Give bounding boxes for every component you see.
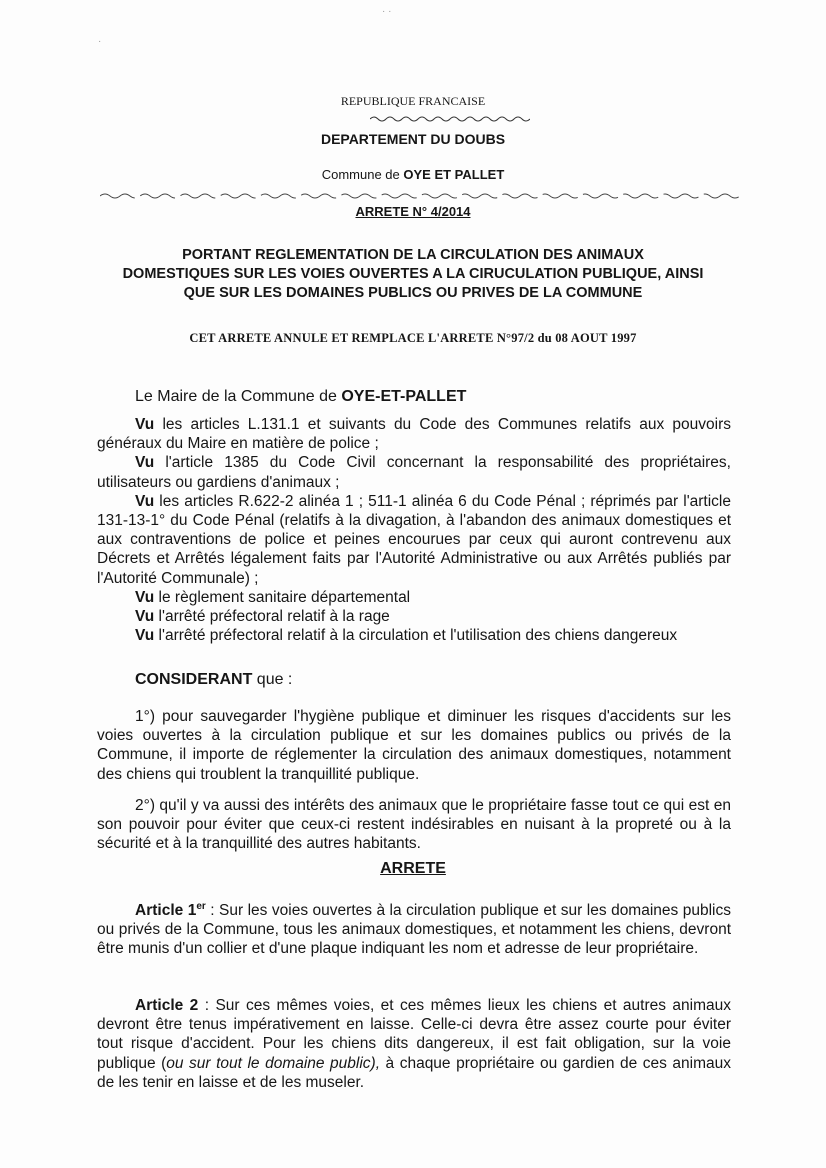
article-2-label: Article 2 [135, 997, 199, 1014]
scan-mark: · [98, 36, 102, 47]
vu-keyword: Vu [135, 588, 155, 606]
vu-keyword: Vu [135, 627, 155, 645]
article-2-italic: ou sur tout le domaine public), [166, 1054, 381, 1072]
vu-item: Vu l'article 1385 du Code Civil concernant la responsabilité des propriétaires, utilisateurs ou gardiens d'animaux ; [97, 454, 731, 491]
article-2: Article 2 : Sur ces mêmes voies, et ces mêmes lieux les chiens et autres animaux devront être tenus impérativement en laisse. Celle-ci devra être assez courte pour éviter tout risque d'accident. Pour les chiens dits dangereux, il est fait obligation, sur la voie publique (ou sur tout le domaine public), à chaque propriétaire ou gardien de ces animaux de les tenir en laisse et de les museler. [97, 997, 732, 1091]
vu-item: Vu le règlement sanitaire départemental [135, 588, 411, 606]
article-1: Article 1er : Sur les voies ouvertes à la circulation publique et sur les domaines publics ou privés de la Commune, tous les animaux domestiques, et notamment les chiens, devront être munis d'un collier et d'une plaque indiquant les nom et adresse de leur propriétaire. [97, 900, 731, 958]
considerant-heading: CONSIDERANT que : [135, 671, 293, 688]
subject-line: PORTANT REGLEMENTATION DE LA CIRCULATION DES ANIMAUX [182, 247, 644, 263]
considerant-label: CONSIDERANT [135, 671, 253, 688]
article-1-text: : Sur les voies ouvertes à la circulation publique et sur les domaines publics ou privés de la Commune, tous les animaux domestiques, et notamment les chiens, devront être munis d'un collier et d'une plaque indiquant les nom et adresse de leur propriétaire. [97, 902, 731, 958]
wavy-divider-small [370, 114, 530, 124]
arrete-number: ARRETE N° 4/2014 [355, 204, 471, 219]
vu-item: Vu les articles R.622-2 alinéa 1 ; 511-1 alinéa 6 du Code Pénal ; réprimés par l'article 131-13-1° du Code Pénal (relatifs à la divagation, à l'abandon des animaux domestiques et aux contraventions de police et peines encourues par ceux qui auront contrevenu aux Décrets et Arrêtés légalement faits par l'Autorité Administrative ou aux Arrêtés publiés par l'Autorité Communale) ; [97, 492, 731, 587]
vu-list [97, 415, 731, 645]
vu-keyword: Vu [135, 492, 155, 510]
republique-header: REPUBLIQUE FRANCAISE [340, 94, 486, 108]
vu-keyword: Vu [135, 454, 155, 472]
vu-item: Vu les articles L.131.1 et suivants du Code des Communes relatifs aux pouvoirs généraux du Maire en matière de police ; [97, 416, 731, 453]
vu-keyword: Vu [135, 608, 155, 626]
considerant-point-2: 2°) qu'il y va aussi des intérêts des animaux que le propriétaire fasse tout ce qui est en son pouvoir pour éviter que ceux-ci restent indésirables en nuisant à la propreté ou à la sécurité et à la tranquillité des autres habitants. [97, 797, 731, 853]
vu-item: Vu l'arrêté préfectoral relatif à la rage [135, 608, 390, 626]
maire-prefix: Le Maire de la Commune de [135, 388, 337, 405]
subject-line: QUE SUR LES DOMAINES PUBLICS OU PRIVES DE LA COMMUNE [183, 285, 643, 301]
commune-name-bold: OYE-ET-PALLET [341, 388, 467, 405]
subject-line: DOMESTIQUES SUR LES VOIES OUVERTES A LA CIRUCULATION PUBLIQUE, AINSI [122, 266, 704, 282]
annule-notice: CET ARRETE ANNULE ET REMPLACE L'ARRETE N°97/2 du 08 AOUT 1997 [189, 331, 637, 345]
scan-mark: · · [382, 6, 392, 17]
departement-title: DEPARTEMENT DU DOUBS [320, 131, 506, 147]
vu-keyword: Vu [135, 416, 155, 433]
commune-prefix: Commune de [321, 167, 400, 182]
maire-line [97, 387, 731, 406]
article-1-label: Article 1 [135, 902, 197, 919]
commune-line [0, 167, 826, 182]
arrete-subject [0, 246, 826, 303]
wavy-divider [100, 190, 740, 202]
vu-item: Vu l'arrêté préfectoral relatif à la circulation et l'utilisation des chiens dangereux [135, 627, 678, 645]
commune-name: OYE ET PALLET [403, 167, 505, 182]
considerant-point-1: 1°) pour sauvegarder l'hygiène publique et diminuer les risques d'accidents sur les voies ouvertes à la circulation publique et sur les domaines publics ou privés de la Commune, il importe de réglementer la circulation des animaux domestiques, notamment des chiens qui troublent la tranquillité publique. [97, 708, 731, 783]
arrete-heading: ARRETE [380, 860, 446, 877]
